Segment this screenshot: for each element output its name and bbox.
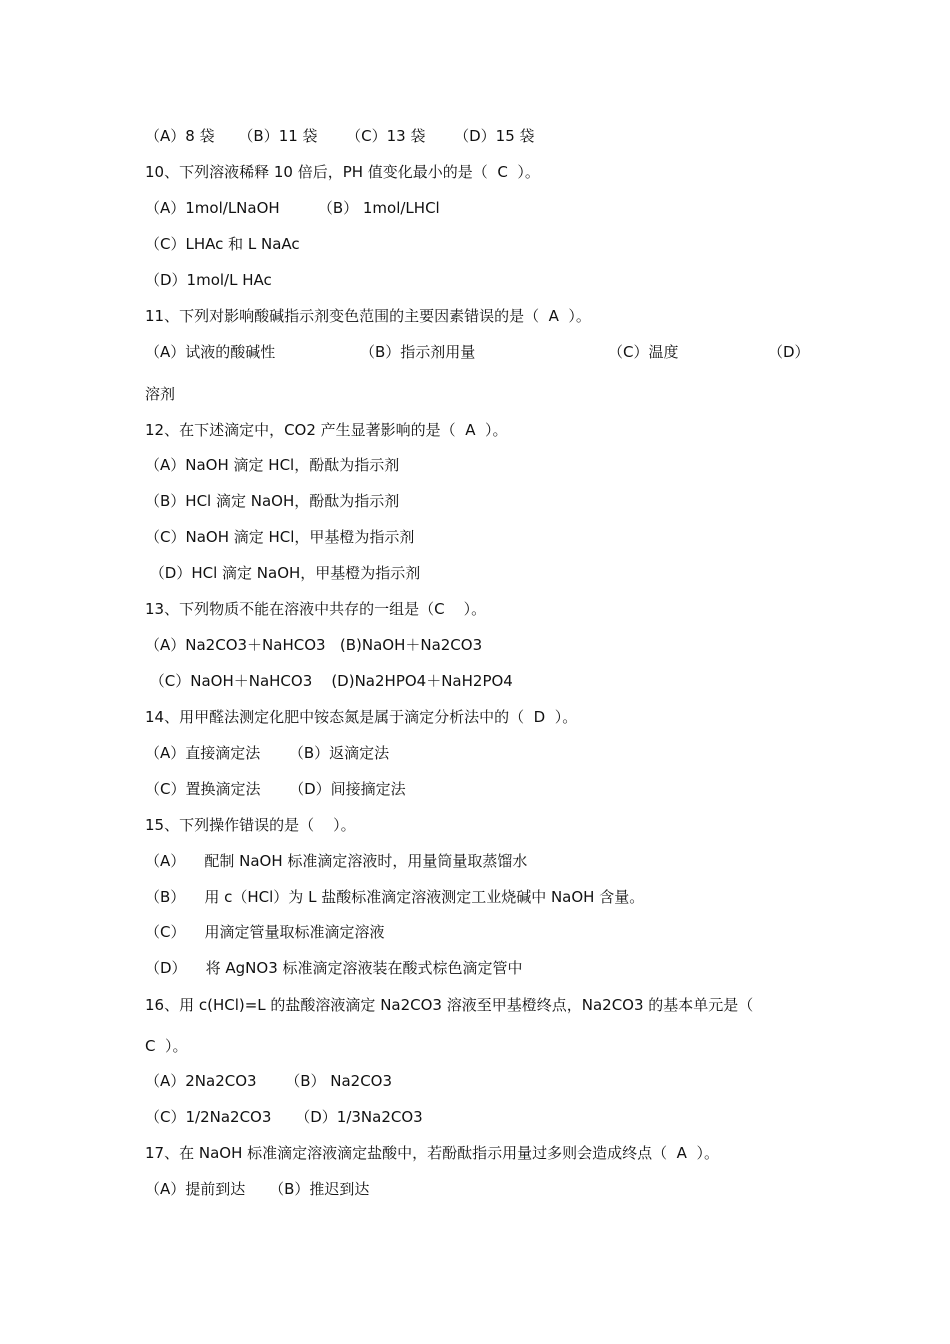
q9-options: （A）8 袋 （B）11 袋 （C）13 袋 （D）15 袋 bbox=[145, 127, 535, 145]
q12-option-d: （D）HCl 滴定 NaOH，甲基橙为指示剂 bbox=[145, 564, 421, 582]
q12-option-c: （C）NaOH 滴定 HCl，甲基橙为指示剂 bbox=[145, 528, 415, 546]
q13-stem: 13、下列物质不能在溶液中共存的一组是（C ）。 bbox=[145, 600, 487, 618]
q10-options-ab: （A）1mol/LNaOH （B） 1mol/LHCl bbox=[145, 199, 440, 217]
q12-option-a: （A）NaOH 滴定 HCl，酚酞为指示剂 bbox=[145, 456, 400, 474]
q16-options-ab: （A）2Na2CO3 （B） Na2CO3 bbox=[145, 1072, 393, 1090]
q11-option-d-label: （D） bbox=[768, 343, 810, 361]
q11-option-c: （C）温度 bbox=[608, 343, 679, 361]
q13-options-ab: （A）Na2CO3＋NaHCO3 (B)NaOH＋Na2CO3 bbox=[145, 636, 483, 654]
q11-option-d-text: 溶剂 bbox=[145, 385, 176, 403]
q14-options-cd: （C）置换滴定法 （D）间接摘定法 bbox=[145, 780, 406, 798]
q10-option-d: （D）1mol/L HAc bbox=[145, 271, 272, 289]
q12-option-b: （B）HCl 滴定 NaOH，酚酞为指示剂 bbox=[145, 492, 400, 510]
q16-options-cd: （C）1/2Na2CO3 （D）1/3Na2CO3 bbox=[145, 1108, 423, 1126]
q15-option-b: （B） 用 c（HCl）为 L 盐酸标准滴定溶液测定工业烧碱中 NaOH 含量。 bbox=[145, 888, 645, 906]
q17-stem: 17、在 NaOH 标准滴定溶液滴定盐酸中，若酚酞指示用量过多则会造成终点（ A ）。 bbox=[145, 1144, 719, 1162]
q10-stem: 10、下列溶液稀释 10 倍后，PH 值变化最小的是（ C ）。 bbox=[145, 163, 540, 181]
q16-stem-cont: C ）。 bbox=[145, 1037, 188, 1055]
q10-option-c: （C）LHAc 和 L NaAc bbox=[145, 235, 300, 253]
q15-option-a: （A） 配制 NaOH 标准滴定溶液时，用量筒量取蒸馏水 bbox=[145, 852, 528, 870]
q17-options-ab: （A）提前到达 （B）推迟到达 bbox=[145, 1180, 370, 1198]
q11-option-b: （B）指示剂用量 bbox=[360, 343, 476, 361]
q14-stem: 14、用甲醛法测定化肥中铵态氮是属于滴定分析法中的（ D ）。 bbox=[145, 708, 578, 726]
q15-option-c: （C） 用滴定管量取标准滴定溶液 bbox=[145, 923, 385, 941]
q16-stem: 16、用 c(HCl)=L 的盐酸溶液滴定 Na2CO3 溶液至甲基橙终点，Na2CO3 的基本单元是（ bbox=[145, 996, 754, 1014]
q11-option-a: （A）试液的酸碱性 bbox=[145, 343, 276, 361]
q15-option-d: （D） 将 AgNO3 标准滴定溶液装在酸式棕色滴定管中 bbox=[145, 959, 523, 977]
q11-stem: 11、下列对影响酸碱指示剂变色范围的主要因素错误的是（ A ）。 bbox=[145, 307, 591, 325]
q12-stem: 12、在下述滴定中，CO2 产生显著影响的是（ A ）。 bbox=[145, 421, 508, 439]
q13-options-cd: （C）NaOH＋NaHCO3 (D)Na2HPO4＋NaH2PO4 bbox=[145, 672, 513, 690]
q15-stem: 15、下列操作错误的是（ ）。 bbox=[145, 816, 356, 834]
q14-options-ab: （A）直接滴定法 （B）返滴定法 bbox=[145, 744, 390, 762]
